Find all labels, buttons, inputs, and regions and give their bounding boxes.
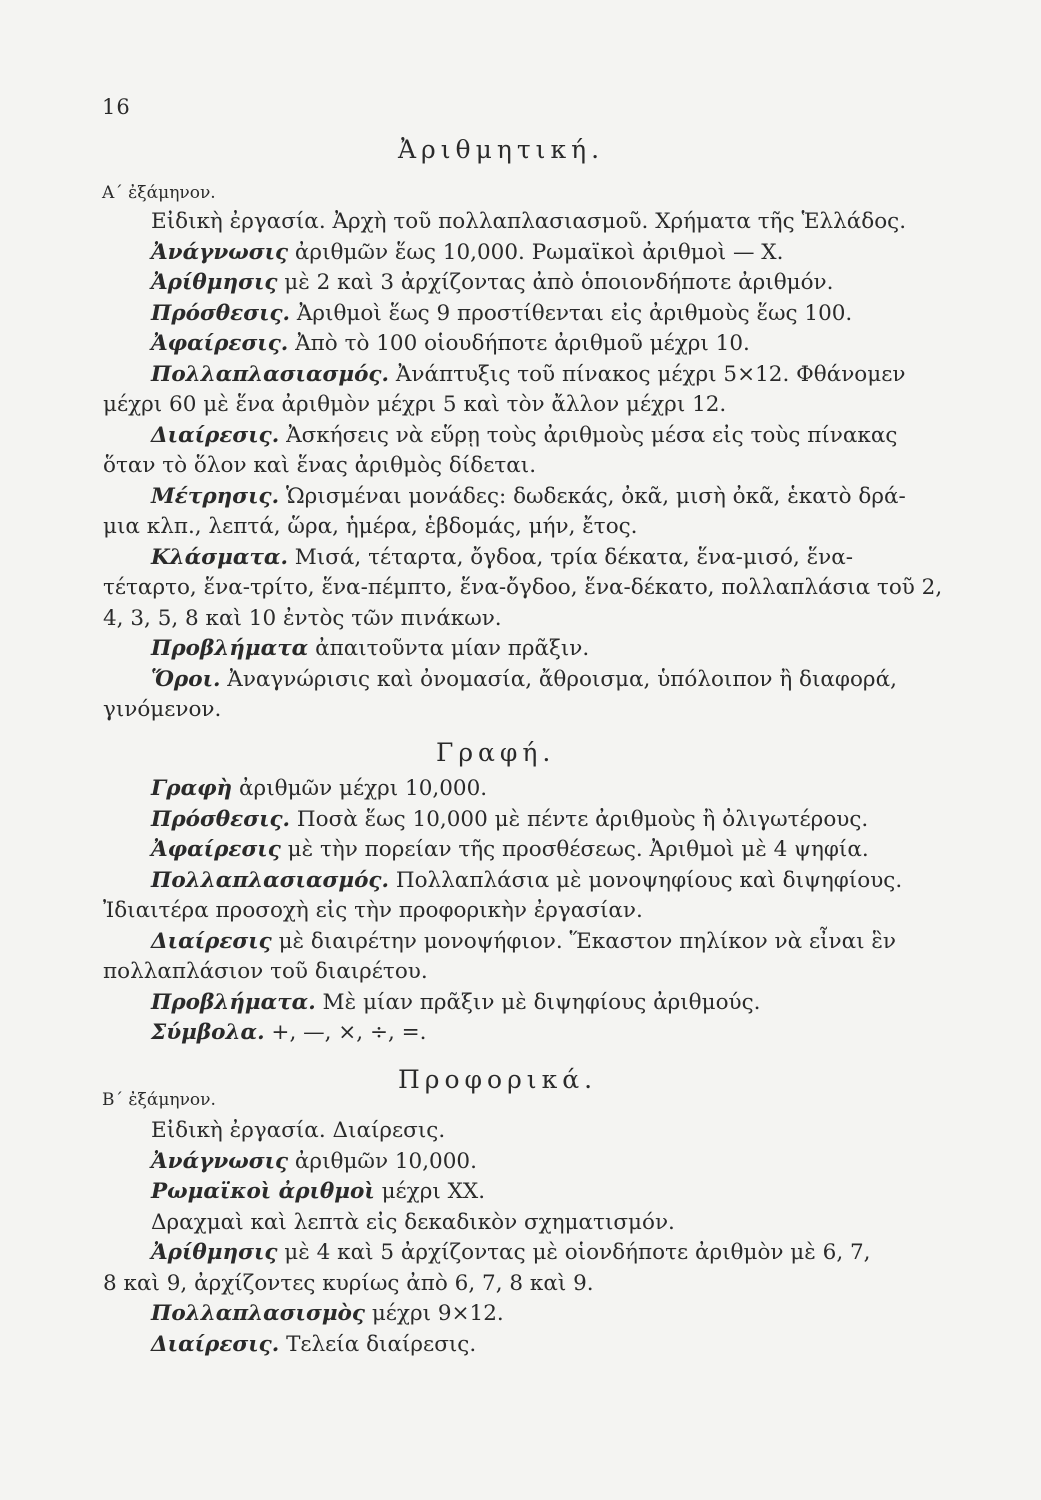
text-line: γινόμενον. bbox=[103, 697, 222, 722]
text-line: Πρόσθεσις. Ποσὰ ἕως 10,000 μὲ πέντε ἀριθμοὺς ἢ ὀλιγωτέρους. bbox=[151, 807, 869, 832]
text-line: Ἀνάγνωσις ἀριθμῶν 10,000. bbox=[151, 1149, 477, 1174]
heading-arithmetic: Ἀριθμητική. bbox=[398, 135, 605, 164]
heading-oral: Προφορικά. bbox=[398, 1065, 598, 1094]
text-line: τέταρτο, ἕνα-τρίτο, ἕνα-πέμπτο, ἕνα-ὄγδοο, ἕνα-δέκατο, πολλαπλάσια τοῦ 2, bbox=[103, 575, 943, 600]
text-line: Διαίρεσις. Ἀσκήσεις νὰ εὕρῃ τοὺς ἀριθμοὺς μέσα εἰς τοὺς πίνακας bbox=[151, 423, 898, 448]
text-line: Πρόσθεσις. Ἀριθμοὶ ἕως 9 προστίθενται εἰς ἀριθμοὺς ἕως 100. bbox=[151, 301, 853, 326]
text-line: Γραφὴ ἀριθμῶν μέχρι 10,000. bbox=[151, 776, 488, 801]
heading-writing: Γραφή. bbox=[436, 738, 556, 767]
text-line: Πολλαπλασιασμός. Ἀνάπτυξις τοῦ πίνακος μέχρι 5×12. Φθάνομεν bbox=[151, 362, 906, 387]
text-line: Ἀρίθμησις μὲ 2 καὶ 3 ἀρχίζοντας ἀπὸ ὁποιονδήποτε ἀριθμόν. bbox=[151, 270, 834, 295]
text-line: 8 καὶ 9, ἀρχίζοντες κυρίως ἀπὸ 6, 7, 8 καὶ 9. bbox=[103, 1271, 594, 1296]
text-line: Ἀνάγνωσις ἀριθμῶν ἕως 10,000. Ρωμαϊκοὶ ἀριθμοὶ — Χ. bbox=[151, 240, 784, 265]
text-line: Σύμβολα. +, —, ×, ÷, =. bbox=[151, 1020, 427, 1045]
text-line: πολλαπλάσιον τοῦ διαιρέτου. bbox=[103, 959, 428, 984]
text-line: μέχρι 60 μὲ ἕνα ἀριθμὸν μέχρι 5 καὶ τὸν ἄλλον μέχρι 12. bbox=[103, 392, 727, 417]
text-line: ὅταν τὸ ὅλον καὶ ἕνας ἀριθμὸς δίδεται. bbox=[103, 453, 537, 478]
text-line: Ἀφαίρεσις. Ἀπὸ τὸ 100 οἱουδήποτε ἀριθμοῦ μέχρι 10. bbox=[151, 331, 750, 356]
text-line: Ἀρίθμησις μὲ 4 καὶ 5 ἀρχίζοντας μὲ οἱονδήποτε ἀριθμὸν μὲ 6, 7, bbox=[151, 1240, 871, 1265]
text-line: Κλάσματα. Μισά, τέταρτα, ὄγδοα, τρία δέκατα, ἕνα-μισό, ἕνα- bbox=[151, 545, 854, 570]
text-line: μια κλπ., λεπτά, ὥρα, ἡμέρα, ἑβδομάς, μήν, ἔτος. bbox=[103, 514, 638, 539]
text-line: Ρωμαϊκοὶ ἀριθμοὶ μέχρι ΧΧ. bbox=[151, 1179, 486, 1204]
text-line: Ὅροι. Ἀναγνώρισις καὶ ὀνομασία, ἄθροισμα, ὑπόλοιπον ἢ διαφορά, bbox=[151, 667, 897, 692]
text-line: Πολλαπλασιασμός. Πολλαπλάσια μὲ μονοψηφίους καὶ διψηφίους. bbox=[151, 868, 903, 893]
text-line: 4, 3, 5, 8 καὶ 10 ἐντὸς τῶν πινάκων. bbox=[103, 606, 502, 631]
text-line: Εἰδικὴ ἐργασία. Διαίρεσις. bbox=[151, 1118, 446, 1143]
text-line: Εἰδικὴ ἐργασία. Ἀρχὴ τοῦ πολλαπλασιασμοῦ. Χρήματα τῆς Ἑλλάδος. bbox=[151, 209, 907, 234]
text-line: Διαίρεσις μὲ διαιρέτην μονοψήφιον. Ἕκαστον πηλίκον νὰ εἶναι ἓν bbox=[151, 929, 896, 954]
text-line: Προβλήματα ἀπαιτοῦντα μίαν πρᾶξιν. bbox=[151, 636, 590, 661]
text-line: Δραχμαὶ καὶ λεπτὰ εἰς δεκαδικὸν σχηματισμόν. bbox=[151, 1210, 675, 1235]
text-line: Πολλαπλασισμὸς μέχρι 9×12. bbox=[151, 1301, 504, 1326]
text-line: Προβλήματα. Μὲ μίαν πρᾶξιν μὲ διψηφίους ἀριθμούς. bbox=[151, 990, 761, 1015]
page-number: 16 bbox=[102, 95, 131, 119]
text-line: Μέτρησις. Ὡρισμέναι μονάδες: δωδεκάς, ὀκᾶ, μισὴ ὀκᾶ, ἑκατὸ δρά- bbox=[151, 484, 906, 509]
text-line: Ἀφαίρεσις μὲ τὴν πορείαν τῆς προσθέσεως. Ἀριθμοὶ μὲ 4 ψηφία. bbox=[151, 837, 869, 862]
text-line: Διαίρεσις. Τελεία διαίρεσις. bbox=[151, 1332, 477, 1357]
text-line: Ἰδιαιτέρα προσοχὴ εἰς τὴν προφορικὴν ἐργασίαν. bbox=[103, 898, 643, 923]
semester-label-a: Α΄ ἐξάμηνον. bbox=[102, 183, 216, 203]
semester-label-b: Β΄ ἐξάμηνον. bbox=[102, 1090, 216, 1110]
